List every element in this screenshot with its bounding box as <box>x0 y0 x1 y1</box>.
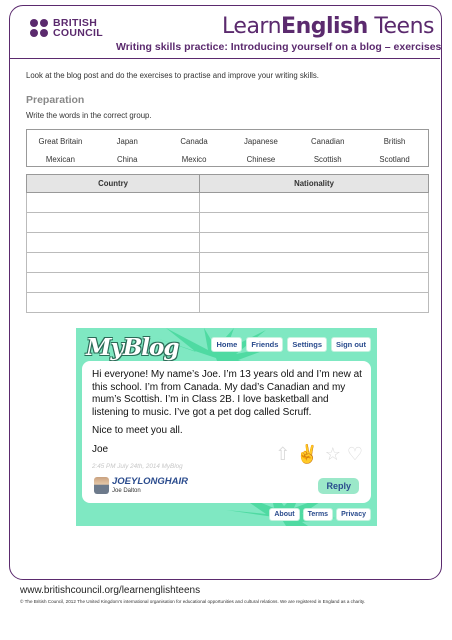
country-answer-cell[interactable] <box>27 213 200 233</box>
preparation-instruction: Write the words in the correct group. <box>26 111 152 120</box>
word-item: Japan <box>116 136 138 146</box>
copyright-notice: © The British Council, 2012 The United Kingdom’s international organisation for educational opportunities and cultural relations. We are registered in England as a charity. <box>20 599 366 604</box>
blog-screenshot <box>76 328 377 526</box>
word-item: Mexican <box>45 154 75 164</box>
post-paragraph: Hi everyone! My name’s Joe. I’m 13 years old and I’m new at this school. I’m from Canada. My dad’s Canadian and my mum’s Scottish. I’m in Class 2B. I love basketball and listening to music. I’ve got a pet dog called Scruff. <box>92 369 362 418</box>
post-meta: 2:45 PM July 24th, 2014 MyBlog <box>92 463 183 470</box>
british-council-logo <box>30 18 103 38</box>
page-title: Writing skills practice: Introducing yourself on a blog – exercises <box>116 41 442 53</box>
word-item: Japanese <box>243 136 278 146</box>
brand-line2: COUNCIL <box>53 27 103 39</box>
avatar <box>94 477 109 494</box>
author-fullname: Joe Dalton <box>112 488 141 494</box>
nav-privacy[interactable]: Privacy <box>336 508 371 521</box>
nav-sign-out[interactable]: Sign out <box>331 337 371 352</box>
logo-dots-icon <box>30 19 48 37</box>
word-item: Chinese <box>246 154 276 164</box>
nav-settings[interactable]: Settings <box>287 337 327 352</box>
country-nationality-table <box>26 174 429 313</box>
word-item: Great Britain <box>38 136 83 146</box>
word-item: Mexico <box>181 154 207 164</box>
table-row <box>27 233 429 253</box>
country-answer-cell[interactable] <box>27 293 200 313</box>
post-signature: Joe <box>92 443 109 455</box>
post-paragraph: Nice to meet you all. <box>92 425 183 436</box>
nav-friends[interactable]: Friends <box>246 337 283 352</box>
blog-nav <box>211 337 371 352</box>
myblog-logo: MyBlog <box>86 334 179 361</box>
word-item: Scotland <box>379 154 410 164</box>
table-row <box>27 273 429 293</box>
arrow-up-icon[interactable]: ⇧ <box>275 444 291 464</box>
brand-line1: BRITISH <box>53 17 98 29</box>
word-row-2 <box>27 150 428 168</box>
word-item: Scottish <box>313 154 342 164</box>
nationality-answer-cell[interactable] <box>200 273 429 293</box>
country-answer-cell[interactable] <box>27 193 200 213</box>
title-divider <box>10 58 440 59</box>
table-row <box>27 193 429 213</box>
word-item: British <box>383 136 406 146</box>
nationality-answer-cell[interactable] <box>200 213 429 233</box>
country-answer-cell[interactable] <box>27 253 200 273</box>
star-icon[interactable]: ☆ <box>324 444 341 464</box>
word-item: Canada <box>180 136 208 146</box>
learnenglish-teens-logo: LearnEnglish Teens <box>222 14 434 39</box>
reply-button[interactable]: Reply <box>318 478 359 494</box>
nationality-answer-cell[interactable] <box>200 253 429 273</box>
intro-text: Look at the blog post and do the exercises to practise and improve your writing skills. <box>26 71 319 80</box>
word-item: Canadian <box>311 136 345 146</box>
author-bar <box>90 474 363 498</box>
nav-about[interactable]: About <box>269 508 299 521</box>
country-column-header: Country <box>27 175 200 193</box>
nav-home[interactable]: Home <box>211 337 242 352</box>
heart-icon[interactable]: ♡ <box>346 444 363 464</box>
reaction-icons <box>275 444 363 465</box>
table-row <box>27 213 429 233</box>
nav-terms[interactable]: Terms <box>303 508 334 521</box>
table-row <box>27 293 429 313</box>
nationality-answer-cell[interactable] <box>200 293 429 313</box>
nationality-column-header: Nationality <box>200 175 429 193</box>
site-url[interactable]: www.britishcouncil.org/learnenglishteens <box>20 585 201 596</box>
country-answer-cell[interactable] <box>27 233 200 253</box>
blog-footer-nav <box>269 508 371 521</box>
word-item: China <box>117 154 138 164</box>
clap-icon[interactable]: ✌ <box>296 444 319 464</box>
country-answer-cell[interactable] <box>27 273 200 293</box>
word-row-1 <box>27 132 428 150</box>
blog-post-card <box>82 361 371 503</box>
table-row <box>27 253 429 273</box>
nationality-answer-cell[interactable] <box>200 233 429 253</box>
author-username[interactable]: JOEYLONGHAIR <box>112 476 189 487</box>
preparation-heading: Preparation <box>26 94 85 106</box>
nationality-answer-cell[interactable] <box>200 193 429 213</box>
word-box <box>26 129 429 167</box>
